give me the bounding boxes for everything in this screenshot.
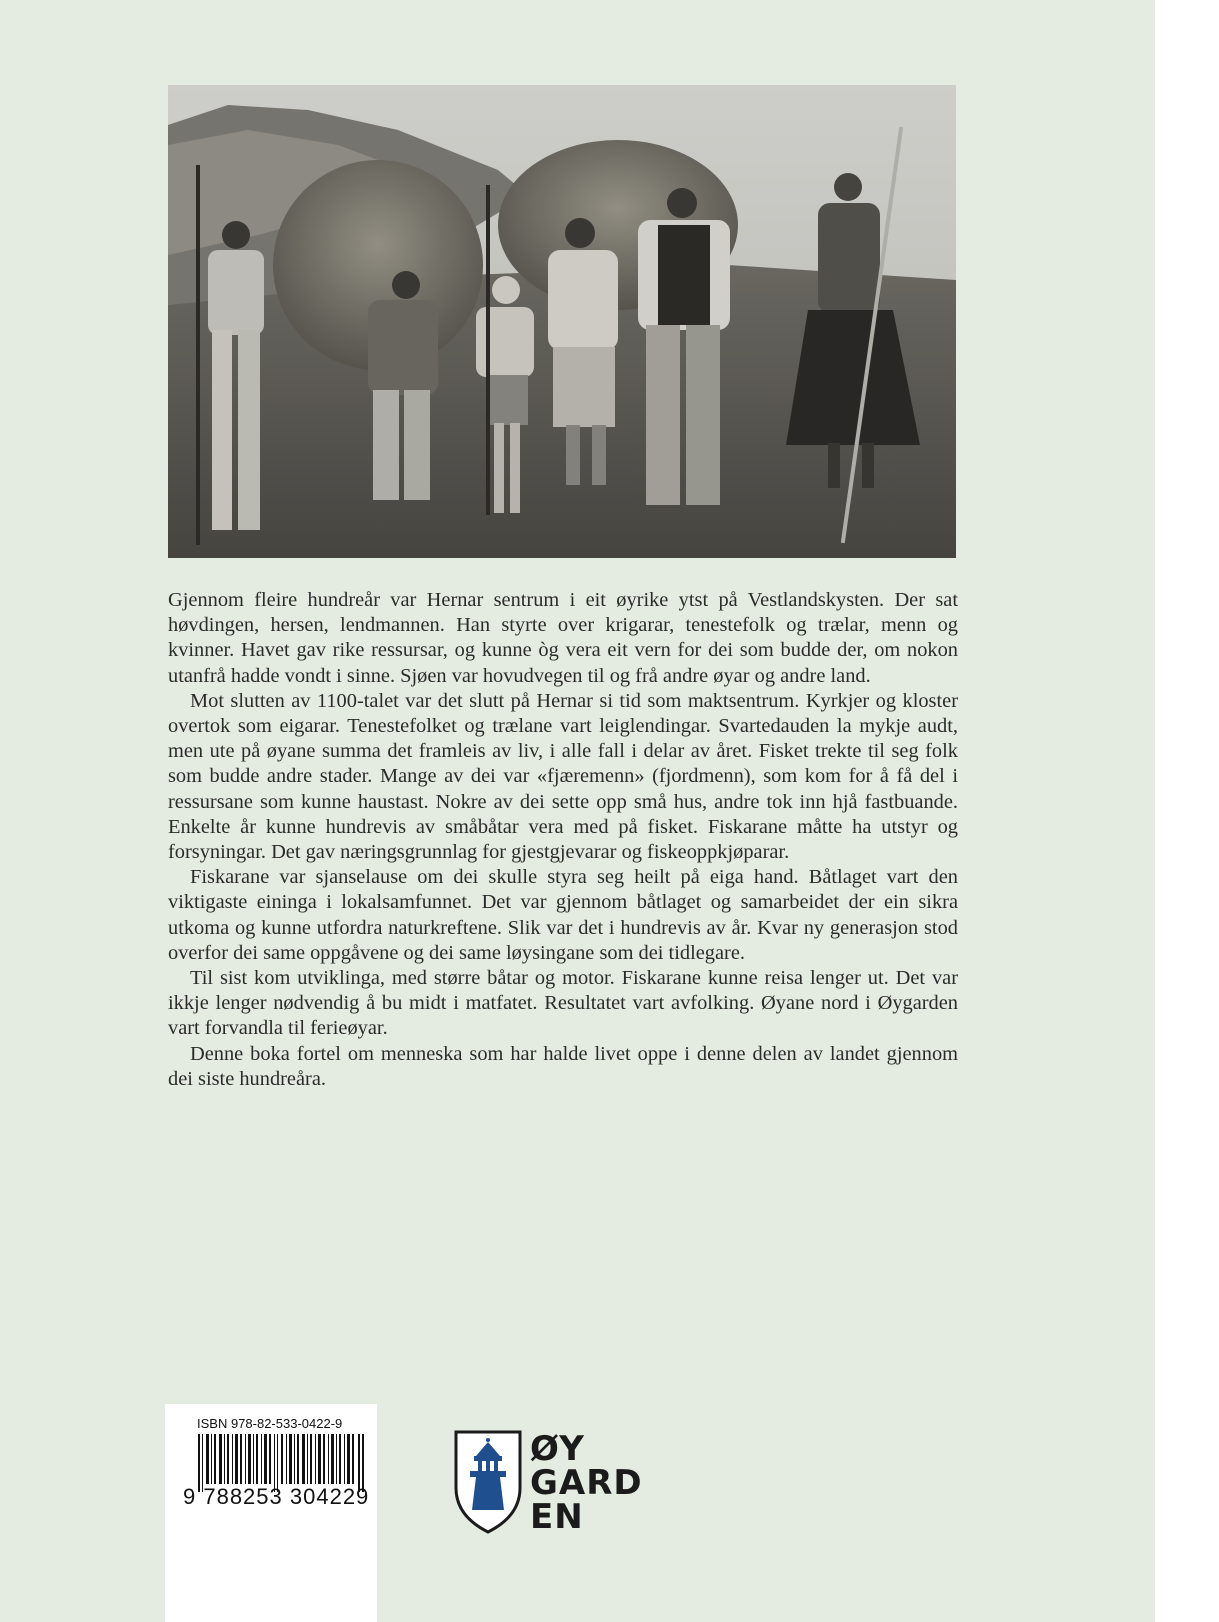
page-margin bbox=[1155, 0, 1219, 1622]
logo-line-2: GARD bbox=[530, 1463, 643, 1503]
black-and-white-haymaking-photo bbox=[168, 85, 956, 558]
logo-line-1: ØY bbox=[530, 1429, 585, 1469]
logo-wordmark bbox=[530, 1429, 643, 1537]
barcode-number: 9 788253 304229 bbox=[183, 1484, 370, 1509]
logo-line-3: EN bbox=[530, 1497, 584, 1537]
blurb-paragraph-5: Denne boka fortel om menneska som har halde livet oppe i denne delen av landet gjennom dei siste hundreåra. bbox=[168, 1042, 958, 1090]
blurb-paragraph-3: Fiskarane var sjanselause om dei skulle styra seg heilt på eiga hand. Båtlaget vart den viktigaste eininga i lokalsamfunnet. Det var gjennom båtlaget og samarbeidet der ein sikra utkoma og kunne utfordra naturkreftene. Slik var det i hundrevis av år. Kvar ny generasjon stod overfor dei same oppgåvene og dei same løysingane som dei tidlegare. bbox=[168, 866, 958, 964]
blurb-text bbox=[168, 588, 958, 1092]
isbn-barcode-box bbox=[165, 1404, 377, 1622]
oygarden-logo bbox=[452, 1428, 662, 1538]
blurb-paragraph-4: Til sist kom utviklinga, med større båtar og motor. Fiskarane kunne reisa lenger ut. Det var ikkje lenger nødvendig å bu midt i matfatet. Resultatet vart avfolking. Øyane nord i Øygarden vart forvandla til ferieøyar. bbox=[168, 967, 958, 1040]
blurb-paragraph-1: Gjennom fleire hundreår var Hernar sentrum i eit øyrike ytst på Vestlandskysten. Der sat høvdingen, hersen, lendmannen. Han styrte over krigarar, tenestefolk og trælar, menn og kvinner. Havet gav rike ressursar, og kunne òg vera eit vern for dei som budde der, om nokon utanfrå hadde vondt i sinne. Sjøen var hovudvegen til og frå andre øyar og andre land. bbox=[168, 589, 958, 687]
lighthouse-shield-icon bbox=[452, 1428, 524, 1536]
blurb-paragraph-2: Mot slutten av 1100-talet var det slutt på Hernar si tid som maktsentrum. Kyrkjer og kloster overtok som eigarar. Tenestefolket og trælane vart leiglendingar. Svartedauden la mykje audt, men ute på øyane summa det framleis av liv, i alle fall i delar av året. Fisket trekte til seg folk som budde andre stader. Mange av dei var «fjæremenn» (fjordmenn), som kom for å få del i ressursane som kunne haustast. Nokre av dei sette opp små hus, andre tok inn hjå fastbuande. Enkelte år kunne hundrevis av småbåtar vera med på fisket. Fiskarane måtte ha utstyr og forsyningar. Det gav næringsgrunnlag for gjestgjevarar og fiskeoppkjøparar. bbox=[168, 689, 958, 864]
cover-photo bbox=[168, 85, 956, 558]
isbn-label: ISBN 978-82-533-0422-9 bbox=[197, 1416, 343, 1431]
